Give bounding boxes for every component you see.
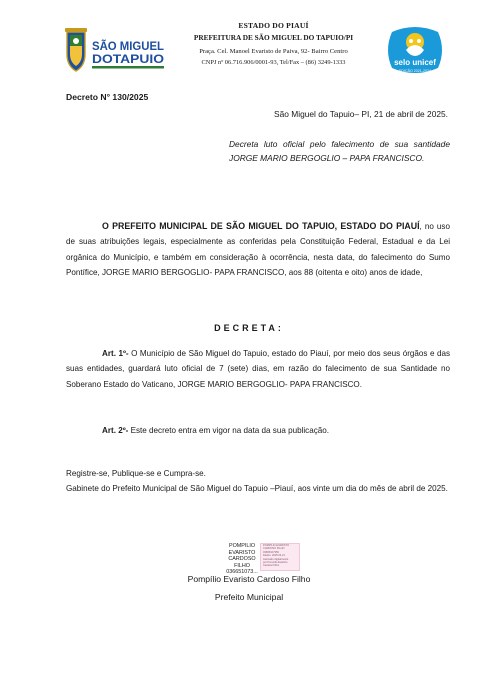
logo-text-line1: SÃO MIGUEL <box>92 39 168 53</box>
stamp-name-line: EVARISTO <box>228 549 256 556</box>
stamp-name-line: 036651073... <box>226 569 258 576</box>
address-line: Praça. Cel. Manoel Evaristo de Paiva, 92- Bairro Centro <box>199 48 348 55</box>
stamp-detail-line: Cardoso Filho <box>263 564 280 568</box>
cnpj-line: CNPJ nº 06.716.906/0001-93, Tel/Fax – (86) 3249-1333 <box>201 59 346 66</box>
logo-text-line2: DOTAPUIO <box>92 52 164 66</box>
seal-text-line2: EDIÇÃO 2021-2024 <box>399 69 431 73</box>
signatory-title: Prefeito Municipal <box>214 592 284 602</box>
closing-block <box>66 466 450 497</box>
stamp-detail-line: POMPILIO EVARISTO <box>263 544 290 547</box>
decree-number: Decreto N° 130/2025 <box>66 92 149 102</box>
stamp-detail-line: CARDOSO FILHO <box>263 547 285 551</box>
stamp-detail-line: por Pompilio Evaristo <box>263 561 288 565</box>
seal-text-line1: selo unicef <box>394 58 436 67</box>
decreta-heading: DECRETA: <box>214 323 284 333</box>
unicef-seal-icon <box>384 22 446 78</box>
article-1-text: O Município de São Miguel do Tapuio, estado do Piauí, por meio dos seus órgãos e das suas entidades, guardará luto oficial de 7 (sete) dias, em razão do falecimento de sua Santidade no Soberano Estado do Vaticano, JORGE MARIO BERGOGLIO- PAPA FRANCISCO. <box>66 349 450 389</box>
preamble-paragraph <box>66 219 450 280</box>
closing-line-2: Gabinete do Prefeito Municipal de São Miguel do Tapuio –Piauí, aos vinte um dia do mês de abril de 2025. <box>66 484 448 494</box>
stamp-detail-box <box>260 543 300 571</box>
article-2-text: Este decreto entra em vigor na data da sua publicação. <box>128 426 330 435</box>
closing-line-1: Registre-se, Publique-se e Cumpra-se. <box>66 469 206 478</box>
article-2 <box>66 423 450 438</box>
place-date: São Miguel do Tapuio– PI, 21 de abril de 2025. <box>274 109 448 119</box>
stamp-name-line: POMPILIO <box>228 543 256 549</box>
stamp-detail-line: Dados: 2025.04.21 <box>263 554 285 558</box>
prefeitura-title: PREFEITURA DE SÃO MIGUEL DO TAPUIO/PI <box>193 33 354 42</box>
signatory-name: Pompílio Evaristo Cardoso Filho <box>187 574 311 584</box>
digital-signature-stamp <box>224 543 302 576</box>
article-1 <box>66 346 450 392</box>
stamp-name-line: CARDOSO FILHO <box>228 556 256 569</box>
preamble-text: , no uso de suas atribuições legais, especialmente as conferidas pela Constituição Federal, Estadual e da Lei orgânica do Município, e também em consideração à ocorrência, nesta data, do falecimento do Sumo Pontífice, JORGE MARIO BERGOGLIO- PAPA FRANCISCO, aos 88 (oitenta e oito) anos de idade, <box>66 222 450 277</box>
state-title: ESTADO DO PIAUÍ <box>238 21 309 30</box>
ementa: Decreta luto oficial pelo falecimento de sua santidade JORGE MARIO BERGOGLIO – PAPA FRANCISCO. <box>229 139 450 163</box>
stamp-detail-line: Assinado digitalmente <box>263 557 289 561</box>
article-1-label: Art. 1º- <box>102 349 129 358</box>
letterhead <box>166 20 381 68</box>
article-2-label: Art. 2º- <box>102 426 129 435</box>
preamble-bold: O PREFEITO MUNICIPAL DE SÃO MIGUEL DO TAPUIO, ESTADO DO PIAUÍ <box>102 221 420 231</box>
municipal-crest-icon <box>64 26 168 74</box>
stamp-detail-line: 03665107356 <box>263 550 279 554</box>
stamp-signer-name <box>224 543 260 576</box>
